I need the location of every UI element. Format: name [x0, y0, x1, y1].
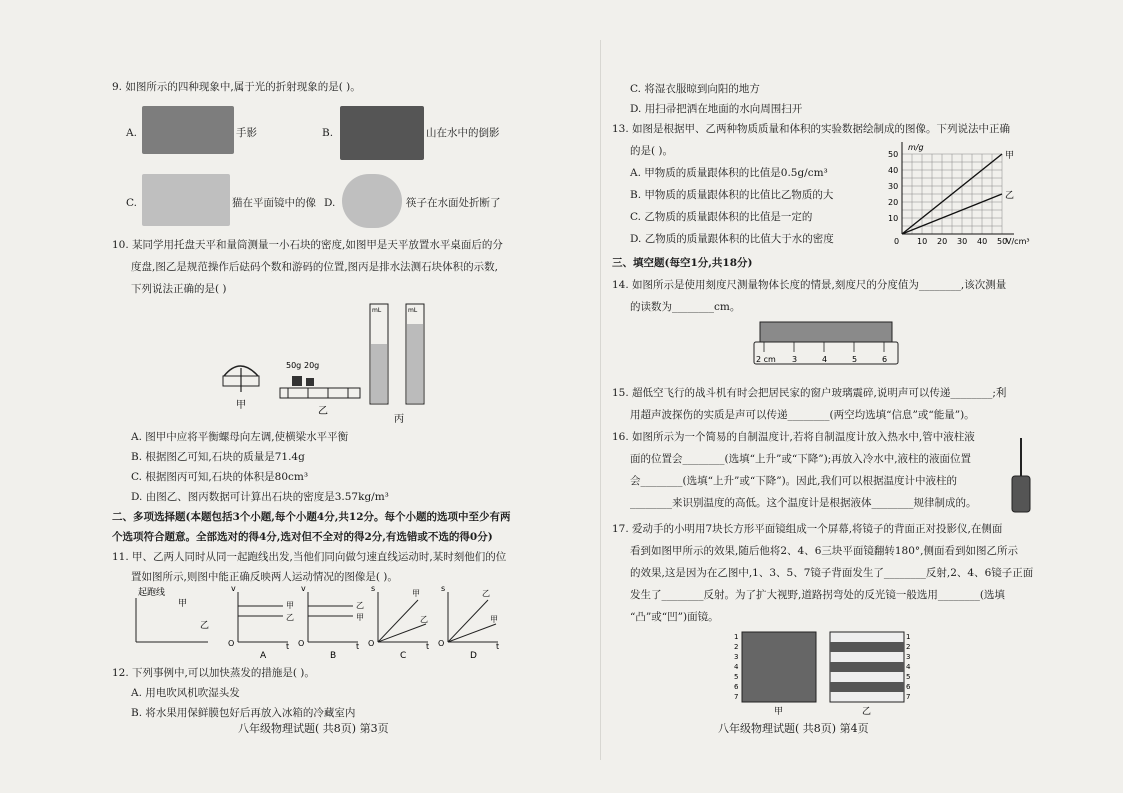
cat-mirror-image [142, 174, 230, 226]
q12-opt-b: B. 将水果用保鲜膜包好后再放入冰箱的冷藏室内 [131, 707, 356, 719]
x-tick-label: 40 [977, 237, 988, 246]
q12-opt-d: D. 用扫帚把洒在地面的水向周围扫开 [630, 103, 803, 115]
svg-text:D: D [470, 651, 477, 661]
x-tick-label: 50 [997, 237, 1008, 246]
q17-line3: 的效果,这是因为在乙图中,1、3、5、7镜子背面发生了________反射,2、4、6镜子正面 [630, 567, 1034, 579]
q16-line1: 16. 如图所示为一个简易的自制温度计,若将自制温度计放入热水中,管中液柱液 [612, 431, 975, 443]
svg-text:甲: 甲 [490, 615, 498, 624]
balance-scale-dial [223, 366, 259, 392]
svg-text:甲: 甲 [286, 601, 294, 610]
svg-text:t: t [356, 642, 360, 651]
svg-text:乙: 乙 [356, 601, 364, 610]
svg-text:v: v [301, 584, 306, 593]
svg-text:甲: 甲 [412, 589, 420, 598]
svg-text:1: 1 [734, 633, 739, 641]
q9-d-text: 筷子在水面处折断了 [406, 197, 501, 209]
measuring-cylinders [370, 304, 424, 404]
section2-line1: 二、多项选择题(本题包括3个小题,每个小题4分,共12分。每个小题的选项中至少有两 [112, 511, 511, 523]
q12-opt-c: C. 将湿衣服晾到向阳的地方 [630, 83, 760, 95]
section2-line2: 个选项符合题意。全部选对的得4分,选对但不全对的得2分,有选错或不选的得0分) [112, 531, 493, 543]
q16-line2: 面的位置会________(选填“上升”或“下降”);再放入冷水中,液柱的液面位置 [630, 453, 972, 465]
start-line-figure [136, 586, 209, 642]
q17-line5: “凸”或“凹”)面镜。 [630, 611, 719, 623]
section3-title: 三、填空题(每空1分,共18分) [612, 257, 753, 269]
fig-jia-label: 甲 [774, 707, 784, 717]
svg-text:甲: 甲 [356, 613, 364, 622]
left-page-footer: 八年级物理试题( 共8页) 第3页 [238, 722, 389, 735]
q14-line1: 14. 如图所示是使用刻度尺测量物体长度的情景,刻度尺的分度值为________,该次测量 [612, 279, 1007, 291]
y-tick-label: 40 [888, 166, 899, 175]
svg-text:6: 6 [906, 683, 911, 691]
mirror-screen-figure [730, 630, 930, 720]
origin-label: 0 [894, 237, 900, 246]
svg-text:5: 5 [734, 673, 739, 681]
svg-text:v: v [231, 584, 236, 593]
q9-d-letter: D. [324, 197, 336, 209]
weight-50g-label: 50g [286, 361, 302, 370]
ruler-tick-6: 6 [882, 355, 888, 364]
q16-line4: ________来识别温度的高低。这个温度计是根据液体________规律制成的。 [630, 497, 977, 509]
svg-text:1: 1 [906, 633, 911, 641]
q11-line1: 11. 甲、乙两人同时从同一起跑线出发,当他们同向做匀速直线运动时,某时刻他们的位 [112, 551, 507, 563]
q13-opt-c: C. 乙物质的质量跟体积的比值是一定的 [630, 211, 813, 223]
q9-stem: 9. 如图所示的四种现象中,属于光的折射现象的是( )。 [112, 81, 361, 93]
x-tick-label: 10 [917, 237, 928, 246]
chopsticks-cup-image [342, 174, 402, 228]
series-label-jia: 甲 [1005, 151, 1015, 161]
svg-text:甲: 甲 [178, 599, 188, 609]
q10-opt-d: D. 由图乙、图丙数据可计算出石块的密度是3.57kg/m³ [131, 491, 389, 503]
ruler-tick-5: 5 [852, 355, 858, 364]
svg-text:mL: mL [408, 307, 418, 314]
x-tick-label: 30 [957, 237, 968, 246]
q10-line3: 下列说法正确的是( ) [131, 283, 227, 295]
q11-graphs [128, 582, 528, 662]
q10-opt-c: C. 根据图丙可知,石块的体积是80cm³ [131, 471, 309, 483]
svg-text:O: O [438, 639, 445, 648]
q12-stem: 12. 下列事例中,可以加快蒸发的措施是( )。 [112, 667, 315, 679]
q9-b-text: 山在水中的倒影 [426, 127, 500, 139]
svg-text:乙: 乙 [482, 589, 490, 598]
graph-d [438, 584, 499, 661]
ruler-tick-3: 3 [792, 355, 798, 364]
y-tick-label: 50 [888, 150, 899, 159]
svg-text:3: 3 [734, 653, 739, 661]
svg-text:4: 4 [734, 663, 739, 671]
svg-text:t: t [426, 642, 430, 651]
svg-text:5: 5 [906, 673, 911, 681]
q16-line3: 会________(选填“上升”或“下降”)。因此,我们可以根据温度计中液柱的 [630, 475, 958, 487]
thermometer-bottle-figure [1010, 436, 1032, 516]
mountain-reflection-image [340, 106, 424, 160]
svg-text:t: t [496, 642, 500, 651]
weight-20g-label: 20g [304, 361, 320, 370]
svg-text:4: 4 [906, 663, 911, 671]
svg-text:s: s [371, 584, 376, 593]
q9-b-letter: B. [322, 127, 334, 139]
q13-line1: 13. 如图是根据甲、乙两种物质质量和体积的实验数据绘制成的图像。下列说法中正确 [612, 123, 1011, 135]
shadow-hand-image [142, 106, 234, 154]
svg-text:O: O [228, 639, 235, 648]
graph-c [368, 584, 429, 661]
q17-line1: 17. 爱动手的小明用7块长方形平面镜组成一个屏幕,将镜子的背面正对投影仪,在侧面 [612, 523, 1003, 535]
q10-figures [218, 296, 438, 426]
q15-line1: 15. 超低空飞行的战斗机有时会把居民家的窗户玻璃震碎,说明声可以传递________;利 [612, 387, 1007, 399]
q12-opt-a: A. 用电吹风机吹湿头发 [131, 687, 240, 699]
y-tick-label: 30 [888, 182, 899, 191]
graph-a [228, 584, 294, 661]
svg-text:B: B [330, 651, 337, 661]
x-tick-label: 20 [937, 237, 948, 246]
fig-jia-label: 甲 [236, 400, 246, 411]
mass-volume-chart [880, 142, 1040, 252]
svg-text:s: s [441, 584, 446, 593]
svg-text:t: t [286, 642, 290, 651]
svg-text:3: 3 [906, 653, 911, 661]
q17-line2: 看到如图甲所示的效果,随后他将2、4、6三块平面镜翻转180°,侧面看到如图乙所示 [630, 545, 1019, 557]
q14-line2: 的读数为________cm。 [630, 301, 741, 313]
q13-opt-b: B. 甲物质的质量跟体积的比值比乙物质的大 [630, 189, 834, 201]
q10-opt-a: A. 图甲中应将平衡螺母向左调,使横梁水平平衡 [131, 431, 349, 443]
svg-text:O: O [298, 639, 305, 648]
svg-text:乙: 乙 [200, 621, 210, 631]
graph-b [298, 584, 364, 661]
q9-c-text: 猫在平面镜中的像 [232, 197, 316, 209]
q10-opt-b: B. 根据图乙可知,石块的质量是71.4g [131, 451, 305, 463]
y-tick-label: 20 [888, 198, 899, 207]
svg-text:7: 7 [906, 693, 911, 701]
ruler-tick-2: 2 cm [756, 355, 776, 364]
q11-line2: 置如图所示,则图中能正确反映两人运动情况的图像是( )。 [131, 571, 398, 583]
q13-line2: 的是( )。 [630, 145, 674, 157]
svg-text:mL: mL [372, 307, 382, 314]
svg-text:2: 2 [906, 643, 911, 651]
measured-block [760, 322, 892, 342]
fig-bing-label: 丙 [394, 414, 404, 425]
q10-line2: 度盘,图乙是规范操作后砝码个数和游码的位置,图丙是排水法测石块体积的示数, [131, 261, 499, 273]
y-tick-label: 10 [888, 214, 899, 223]
series-label-yi: 乙 [1005, 191, 1015, 201]
svg-text:乙: 乙 [420, 615, 428, 624]
fig-yi-label: 乙 [318, 406, 328, 417]
right-page-footer: 八年级物理试题( 共8页) 第4页 [718, 722, 869, 735]
x-axis-label: V/cm³ [1006, 237, 1030, 246]
svg-text:O: O [368, 639, 375, 648]
q15-line2: 用超声波探伤的实质是声可以传递________(两空均选填“信息”或“能量”)。 [630, 409, 975, 421]
svg-text:起跑线: 起跑线 [138, 588, 166, 598]
q13-opt-d: D. 乙物质的质量跟体积的比值大于水的密度 [630, 233, 834, 245]
svg-text:6: 6 [734, 683, 739, 691]
fig-yi-label: 乙 [862, 707, 872, 717]
q10-line1: 10. 某同学用托盘天平和量筒测量一小石块的密度,如图甲是天平放置水平桌面后的分 [112, 239, 503, 251]
svg-text:A: A [260, 651, 267, 661]
q9-c-letter: C. [126, 197, 137, 209]
svg-text:乙: 乙 [286, 613, 294, 622]
y-axis-label: m/g [908, 143, 924, 152]
q13-opt-a: A. 甲物质的质量跟体积的比值是0.5g/cm³ [630, 167, 828, 179]
screen-jia [742, 632, 816, 702]
ruler-tick-4: 4 [822, 355, 828, 364]
q17-line4: 发生了________反射。为了扩大视野,道路拐弯处的反光镜一般选用________(选填 [630, 589, 1005, 601]
svg-text:7: 7 [734, 693, 739, 701]
q9-a-text: 手影 [236, 127, 257, 139]
svg-text:2: 2 [734, 643, 739, 651]
ruler-figure [752, 320, 902, 368]
q9-a-letter: A. [126, 127, 137, 139]
svg-text:C: C [400, 651, 407, 661]
page-fold [600, 40, 601, 760]
weights-and-rider [280, 361, 360, 398]
